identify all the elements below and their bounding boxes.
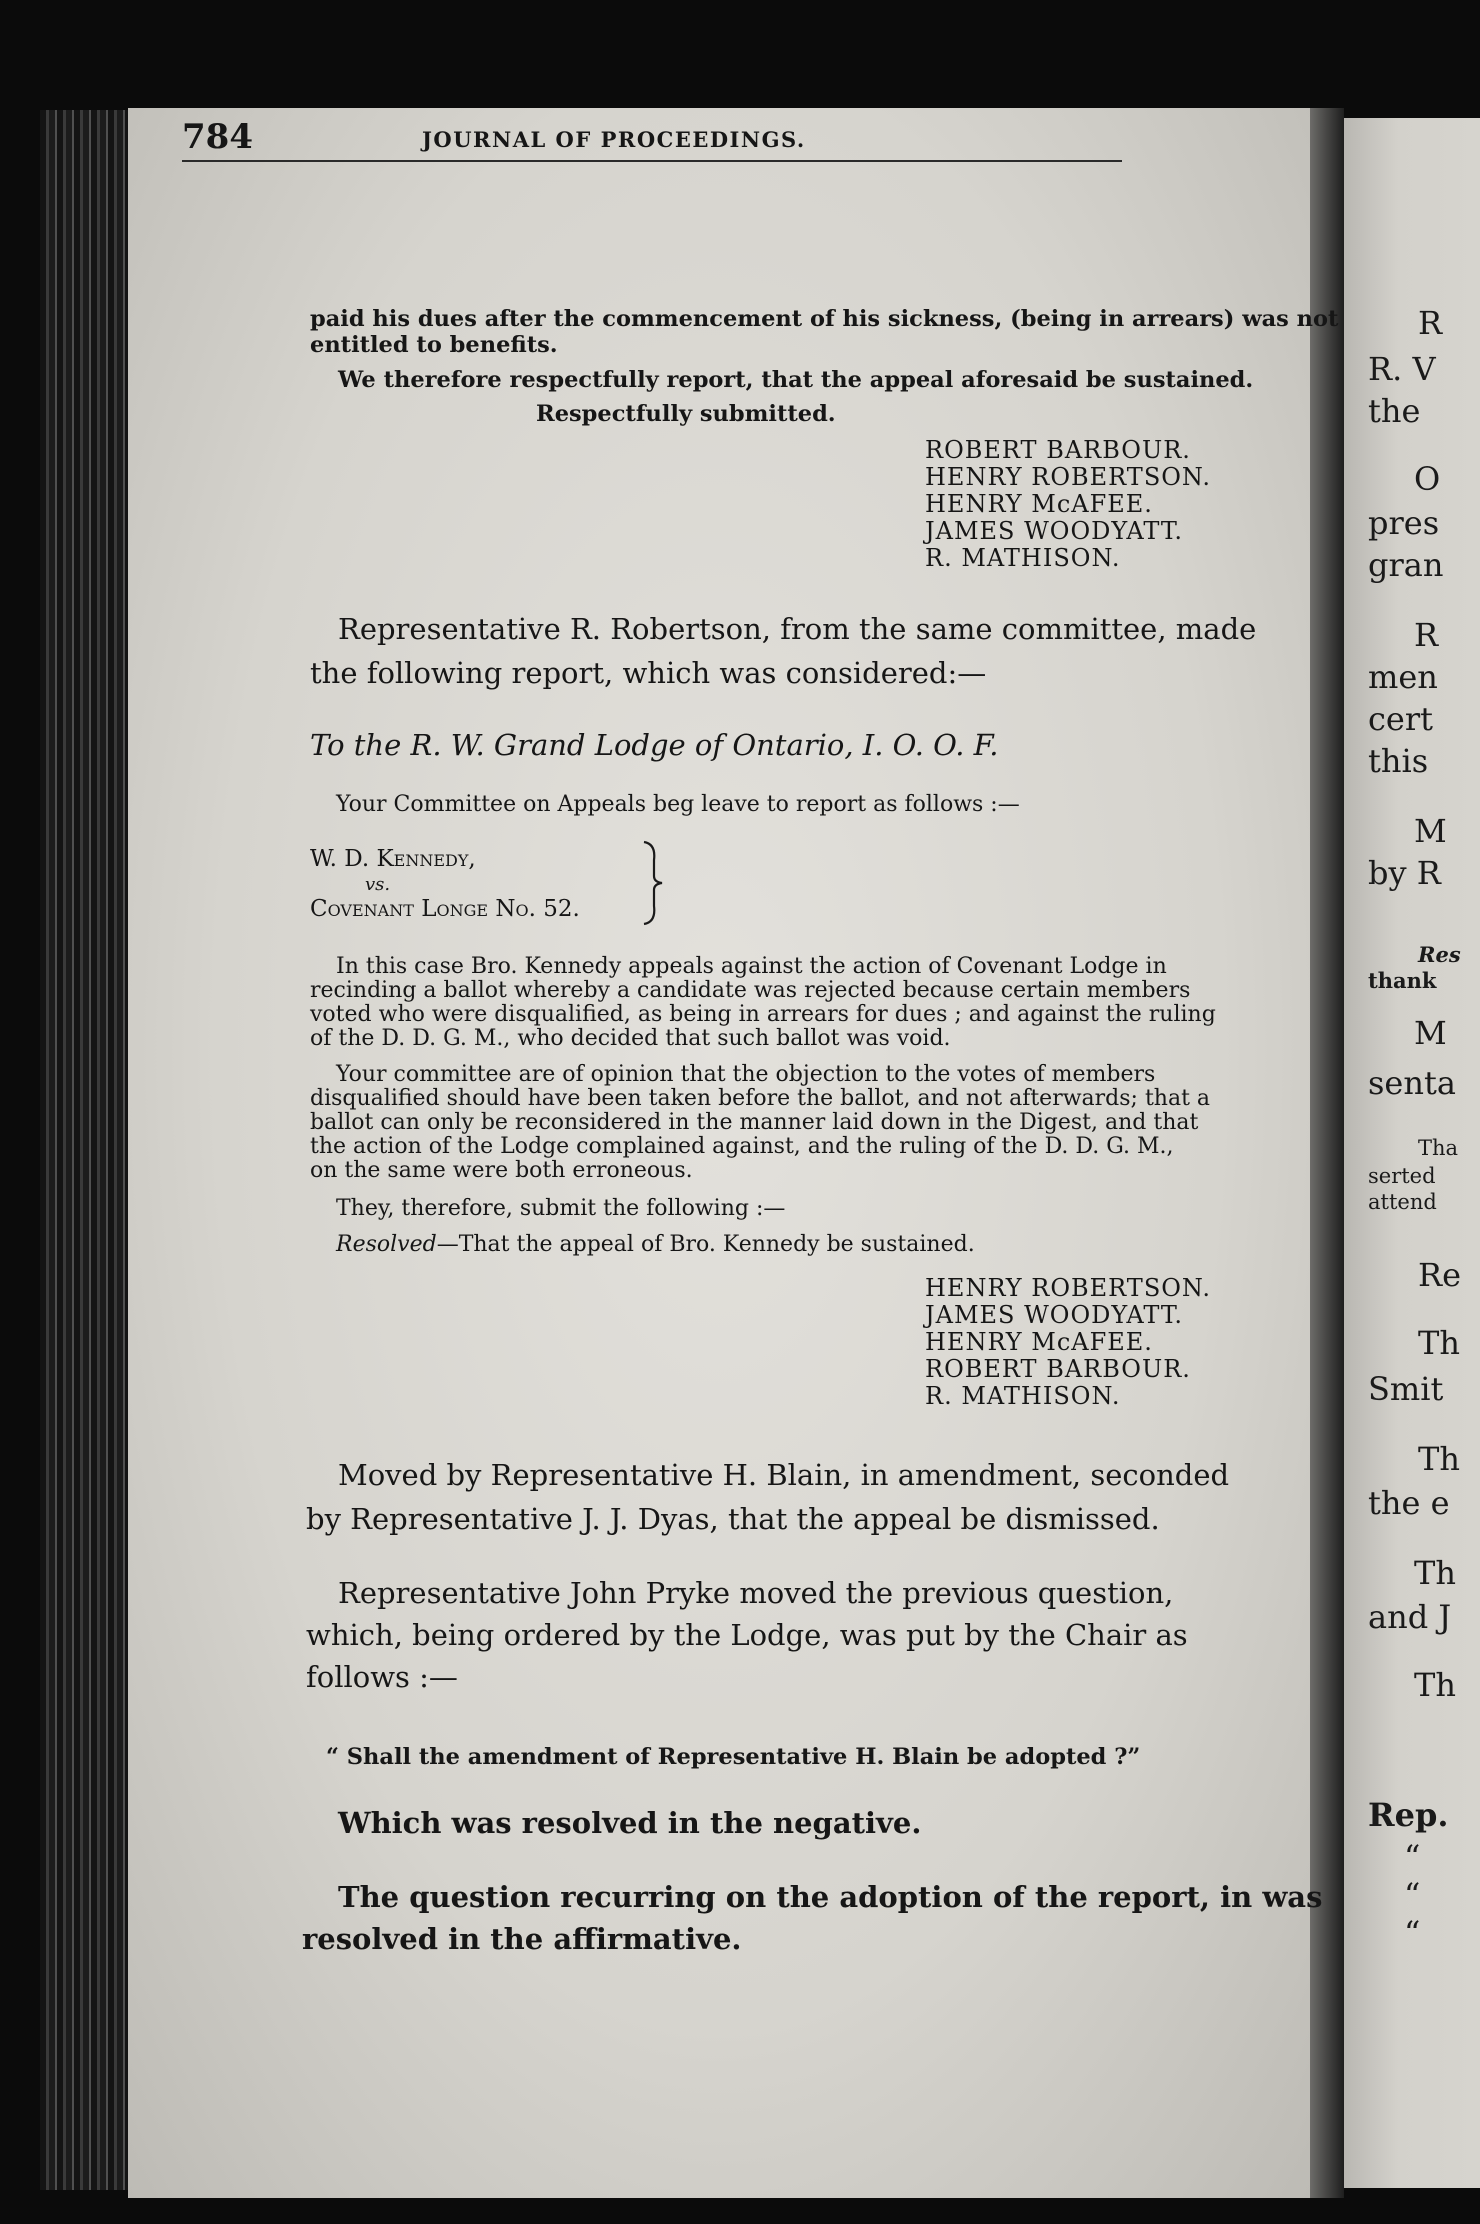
body-line: Your committee are of opinion that the objection to the votes of members	[336, 1062, 1156, 1087]
body-line: of the D. D. G. M., who decided that such ballot was void.	[310, 1026, 951, 1051]
facing-fragment: Th	[1418, 1324, 1460, 1362]
address-line: To the R. W. Grand Lodge of Ontario, I. O. O. F.	[310, 728, 999, 762]
book-binding	[40, 110, 128, 2190]
facing-fragment: serted	[1368, 1164, 1436, 1188]
facing-fragment: R	[1418, 304, 1443, 342]
report1-conclusion: We therefore respectfully report, that the appeal aforesaid be sustained.	[338, 367, 1254, 393]
signatory: HENRY McAFEE.	[925, 1328, 1153, 1356]
facing-fragment: “	[1404, 1838, 1421, 1876]
signatory: JAMES WOODYATT.	[925, 517, 1183, 545]
motion-line: Moved by Representative H. Blain, in amendment, seconded	[338, 1458, 1230, 1492]
page-header	[182, 103, 1102, 163]
negative-line: Which was resolved in the negative.	[338, 1806, 922, 1840]
facing-fragment: Tha	[1418, 1136, 1459, 1160]
facing-fragment: gran	[1368, 546, 1444, 584]
quoted-question: “ Shall the amendment of Representative H. Blain be adopted ?”	[326, 1744, 1141, 1770]
signatory: HENRY ROBERTSON.	[925, 1274, 1212, 1302]
body-line: voted who were disqualified, as being in arrears for dues ; and against the ruling	[310, 1002, 1216, 1027]
body-line: recinding a ballot whereby a candidate was rejected because certain members	[310, 978, 1191, 1003]
report1-line: entitled to benefits.	[310, 332, 558, 358]
facing-fragment: “	[1404, 1914, 1421, 1952]
facing-fragment: senta	[1368, 1064, 1456, 1102]
signatory: HENRY ROBERTSON.	[925, 463, 1212, 491]
facing-fragment: Res	[1418, 942, 1461, 967]
facing-fragment: by R	[1368, 854, 1441, 892]
case-brace	[642, 840, 666, 926]
facing-fragment: Re	[1418, 1256, 1462, 1294]
previous-question-line: Representative John Pryke moved the previous question,	[338, 1576, 1174, 1610]
facing-fragment: Smit	[1368, 1370, 1444, 1408]
facing-fragment: the e	[1368, 1484, 1450, 1522]
header-rule	[182, 160, 1122, 162]
previous-question-line: follows :—	[306, 1660, 458, 1694]
facing-fragment: M	[1414, 812, 1447, 850]
final-line: resolved in the affirmative.	[302, 1922, 742, 1956]
facing-fragment: Th	[1414, 1554, 1456, 1592]
resolved-line	[336, 1232, 975, 1257]
facing-fragment: attend	[1368, 1190, 1437, 1214]
facing-page	[1344, 118, 1480, 2188]
facing-fragment: this	[1368, 742, 1429, 780]
previous-question-line: which, being ordered by the Lodge, was put by the Chair as	[306, 1618, 1188, 1652]
running-head: JOURNAL OF PROCEEDINGS.	[422, 127, 806, 152]
case-party2: Covenant Longe No. 52.	[310, 896, 580, 922]
case-versus: vs.	[365, 874, 391, 895]
committee-opening: Your Committee on Appeals beg leave to report as follows :—	[336, 792, 1020, 817]
signatory: ROBERT BARBOUR.	[925, 1355, 1191, 1383]
resolved-label: Resolved	[336, 1232, 437, 1257]
facing-fragment: pres	[1368, 504, 1440, 542]
facing-fragment: R	[1414, 616, 1439, 654]
body-line: disqualified should have been taken before the ballot, and not afterwards; that a	[310, 1086, 1211, 1111]
body-line: ballot can only be reconsidered in the manner laid down in the Digest, and that	[310, 1110, 1199, 1135]
case-party1: W. D. Kennedy,	[310, 846, 476, 872]
facing-fragment: O	[1414, 460, 1441, 498]
body-line: on the same were both erroneous.	[310, 1158, 693, 1183]
facing-fragment: and J	[1368, 1598, 1452, 1636]
final-line: The question recurring on the adoption of the report, in was	[338, 1880, 1323, 1914]
facing-fragment: Rep.	[1368, 1796, 1449, 1834]
facing-fragment: thank	[1368, 968, 1437, 993]
facing-fragment: the	[1368, 392, 1421, 430]
resolved-text: —That the appeal of Bro. Kennedy be sustained.	[436, 1232, 975, 1257]
signatory: JAMES WOODYATT.	[925, 1301, 1183, 1329]
facing-fragment: R. V	[1368, 350, 1436, 388]
body-line: In this case Bro. Kennedy appeals against the action of Covenant Lodge in	[336, 954, 1167, 979]
facing-fragment: Th	[1418, 1440, 1460, 1478]
facing-fragment: Th	[1414, 1666, 1456, 1704]
body-line: the action of the Lodge complained against, and the ruling of the D. D. G. M.,	[310, 1134, 1174, 1159]
facing-fragment: M	[1414, 1014, 1447, 1052]
motion-line: by Representative J. J. Dyas, that the appeal be dismissed.	[306, 1502, 1160, 1536]
signatory: R. MATHISON.	[925, 544, 1121, 572]
intro-line: the following report, which was considered:—	[310, 656, 987, 690]
report1-closing: Respectfully submitted.	[536, 401, 836, 427]
signatory: HENRY McAFEE.	[925, 490, 1153, 518]
facing-fragment: cert	[1368, 700, 1434, 738]
facing-fragment: men	[1368, 658, 1438, 696]
signatory: ROBERT BARBOUR.	[925, 436, 1191, 464]
signatory: R. MATHISON.	[925, 1382, 1121, 1410]
facing-fragment: “	[1404, 1876, 1421, 1914]
page-number: 784	[182, 117, 253, 157]
submit-line: They, therefore, submit the following :—	[336, 1196, 786, 1221]
intro-line: Representative R. Robertson, from the same committee, made	[338, 612, 1257, 646]
report1-line: paid his dues after the commencement of his sickness, (being in arrears) was not	[310, 306, 1339, 332]
